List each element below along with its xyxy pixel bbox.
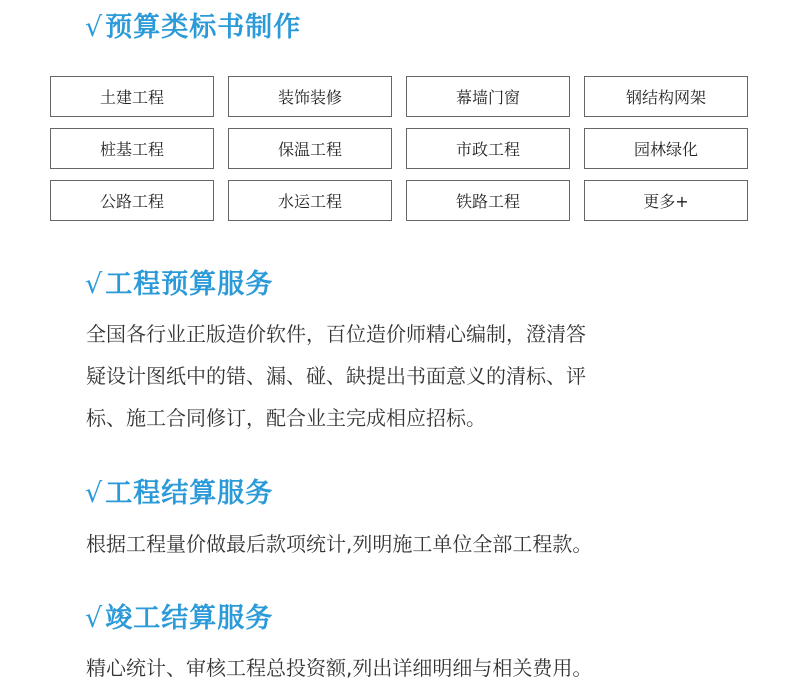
description-line: 根据工程量价做最后款项统计,列明施工单位全部工程款。 [86,532,593,556]
final-settlement-service-description [86,647,706,689]
category-tile-municipal[interactable]: 市政工程 [406,128,570,169]
checkmark-icon: √ [85,12,104,43]
budget-service-description [86,313,706,439]
category-tile-civil-engineering[interactable]: 土建工程 [50,76,214,117]
category-tile-more[interactable]: 更多+ [584,180,748,221]
category-tile-waterway[interactable]: 水运工程 [228,180,392,221]
section-title: 竣工结算服务 [105,603,274,634]
category-tile-pile-foundation[interactable]: 桩基工程 [50,128,214,169]
section-title: 工程预算服务 [105,269,274,300]
section-heading-settlement-service [85,478,273,510]
category-tile-curtain-wall[interactable]: 幕墙门窗 [406,76,570,117]
section-title: 预算类标书制作 [105,12,302,43]
category-tile-decoration[interactable]: 装饰装修 [228,76,392,117]
category-tile-railway[interactable]: 铁路工程 [406,180,570,221]
checkmark-icon: √ [85,269,104,300]
checkmark-icon: √ [85,603,104,634]
description-line: 疑设计图纸中的错、漏、碰、缺提出书面意义的清标、评 [86,364,586,388]
section-heading-bid-production [85,12,301,44]
category-tile-highway[interactable]: 公路工程 [50,180,214,221]
description-line: 全国各行业正版造价软件，百位造价师精心编制，澄清答 [86,322,586,346]
section-title: 工程结算服务 [105,478,274,509]
category-tile-steel-structure[interactable]: 钢结构网架 [584,76,748,117]
section-heading-budget-service [85,269,273,301]
section-heading-final-settlement-service [85,603,273,635]
category-grid [50,76,749,221]
description-line: 标、施工合同修订，配合业主完成相应招标。 [86,406,486,430]
settlement-service-description [86,523,706,565]
category-tile-landscaping[interactable]: 园林绿化 [584,128,748,169]
checkmark-icon: √ [85,478,104,509]
description-line: 精心统计、审核工程总投资额,列出详细明细与相关费用。 [86,656,593,680]
category-tile-insulation[interactable]: 保温工程 [228,128,392,169]
